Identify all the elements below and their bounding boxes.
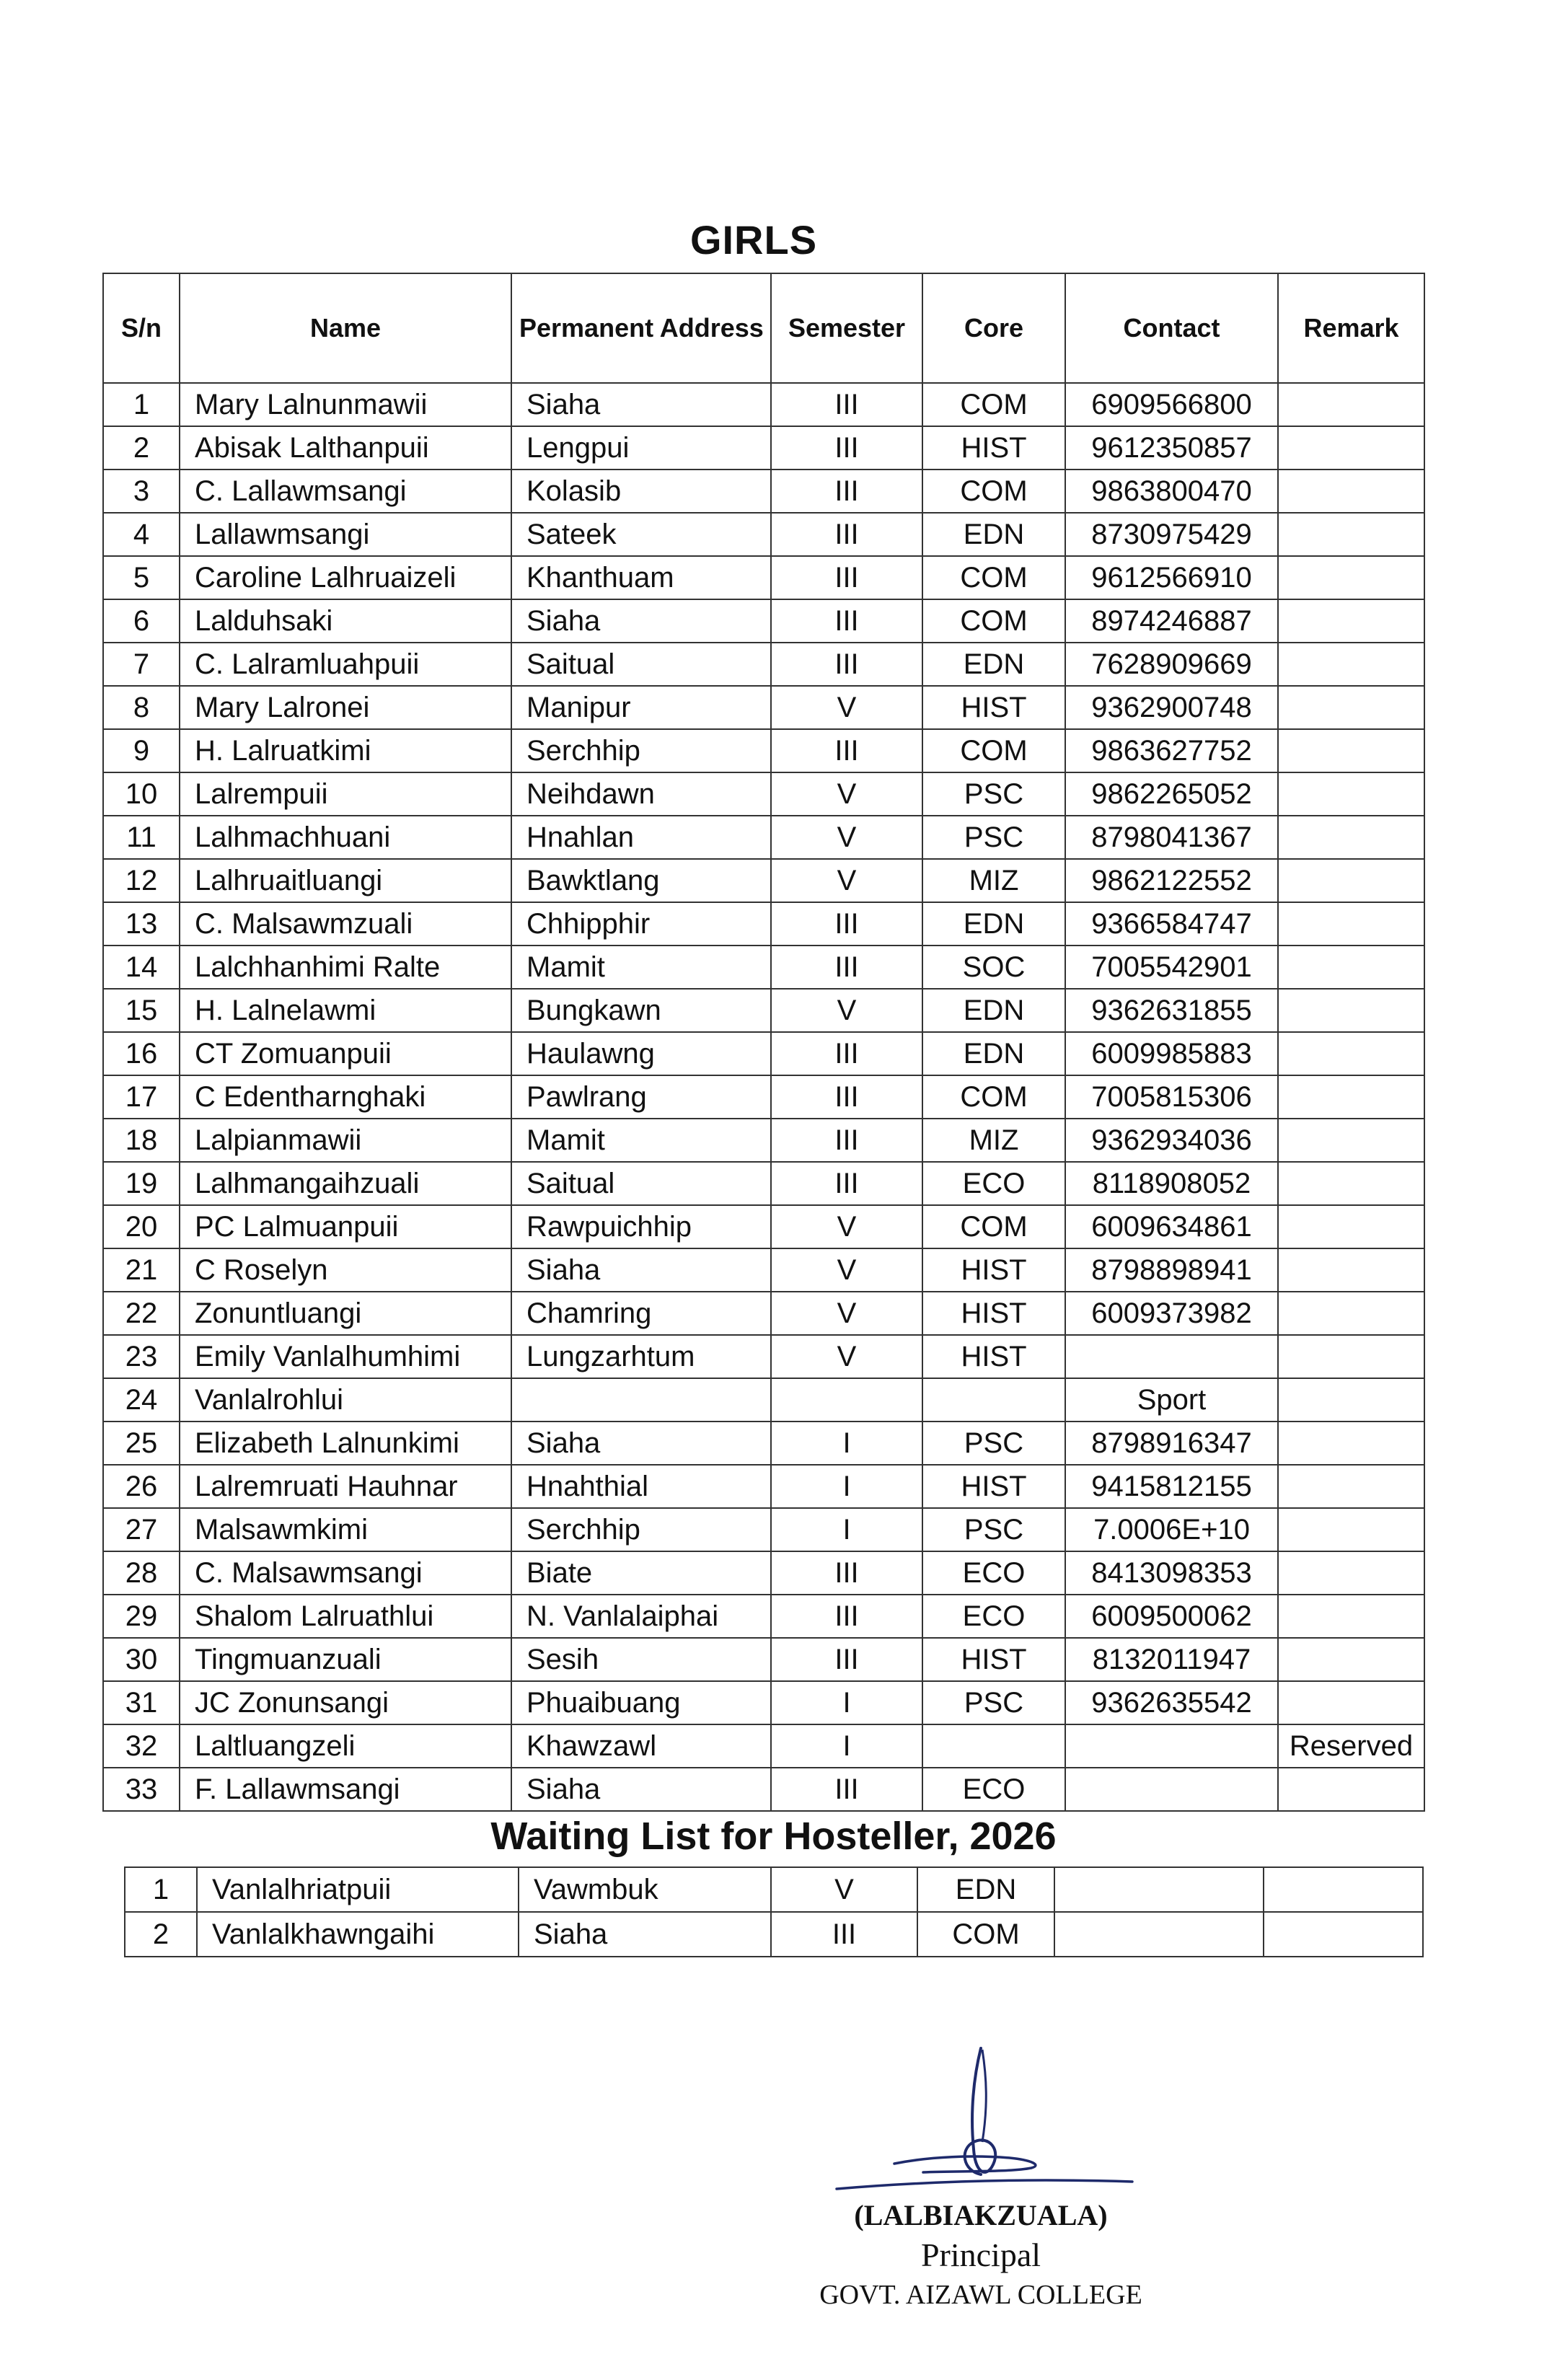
table-row <box>103 513 1424 556</box>
cell-core: COM <box>917 1912 1054 1957</box>
cell-sn: 16 <box>103 1032 180 1075</box>
header-remark: Remark <box>1278 273 1424 383</box>
table-row <box>103 1595 1424 1638</box>
cell-sn: 1 <box>103 383 180 426</box>
table-row <box>103 426 1424 470</box>
cell-sn: 17 <box>103 1075 180 1119</box>
waiting-list-body <box>125 1867 1423 1957</box>
cell-name: Shalom Lalruathlui <box>180 1595 511 1638</box>
cell-core <box>922 1378 1065 1422</box>
header-semester: Semester <box>771 273 922 383</box>
cell-sn: 23 <box>103 1335 180 1378</box>
cell-core: COM <box>922 729 1065 772</box>
cell-name: Lalremruati Hauhnar <box>180 1465 511 1508</box>
cell-name: Lalduhsaki <box>180 599 511 643</box>
table-row <box>103 1551 1424 1595</box>
cell-address: Pawlrang <box>511 1075 771 1119</box>
cell-address: Siaha <box>511 599 771 643</box>
cell-address: Phuaibuang <box>511 1681 771 1724</box>
cell-contact: 9863627752 <box>1065 729 1278 772</box>
cell-semester: III <box>771 1119 922 1162</box>
cell-sn: 26 <box>103 1465 180 1508</box>
cell-core: ECO <box>922 1595 1065 1638</box>
cell-name: Lalrempuii <box>180 772 511 816</box>
cell-name: Vanlalrohlui <box>180 1378 511 1422</box>
cell-sn: 32 <box>103 1724 180 1768</box>
cell-address: Khawzawl <box>511 1724 771 1768</box>
cell-remark: Reserved <box>1278 1724 1424 1768</box>
cell-sn: 21 <box>103 1248 180 1292</box>
cell-core: EDN <box>922 1032 1065 1075</box>
cell-remark <box>1278 1032 1424 1075</box>
cell-contact: Sport <box>1065 1378 1278 1422</box>
table-row <box>103 1292 1424 1335</box>
cell-sn: 20 <box>103 1205 180 1248</box>
cell-contact: 7.0006E+10 <box>1065 1508 1278 1551</box>
cell-sn: 1 <box>125 1867 197 1912</box>
cell-core: HIST <box>922 686 1065 729</box>
cell-contact: 8132011947 <box>1065 1638 1278 1681</box>
table-row <box>103 1681 1424 1724</box>
signatory-name: (LALBIAKZUALA) <box>854 2199 1108 2231</box>
cell-contact: 8413098353 <box>1065 1551 1278 1595</box>
cell-core: EDN <box>922 643 1065 686</box>
cell-semester: III <box>771 1075 922 1119</box>
cell-semester: III <box>771 599 922 643</box>
cell-address: Kolasib <box>511 470 771 513</box>
cell-core: EDN <box>917 1867 1054 1912</box>
cell-contact: 6009373982 <box>1065 1292 1278 1335</box>
cell-remark <box>1278 859 1424 902</box>
cell-sn: 10 <box>103 772 180 816</box>
cell-sn: 5 <box>103 556 180 599</box>
cell-core: ECO <box>922 1551 1065 1595</box>
cell-sn: 18 <box>103 1119 180 1162</box>
cell-name: Lalchhanhimi Ralte <box>180 946 511 989</box>
cell-name: Mary Lalronei <box>180 686 511 729</box>
cell-address: Bungkawn <box>511 989 771 1032</box>
cell-sn: 22 <box>103 1292 180 1335</box>
cell-address: Haulawng <box>511 1032 771 1075</box>
cell-sn: 13 <box>103 902 180 946</box>
cell-address: Saitual <box>511 643 771 686</box>
cell-core: PSC <box>922 1422 1065 1465</box>
table-row <box>103 643 1424 686</box>
cell-address: Mamit <box>511 1119 771 1162</box>
cell-sn: 8 <box>103 686 180 729</box>
cell-semester: V <box>771 989 922 1032</box>
cell-name: Lallawmsangi <box>180 513 511 556</box>
cell-remark <box>1278 902 1424 946</box>
cell-semester: I <box>771 1508 922 1551</box>
cell-semester: I <box>771 1724 922 1768</box>
cell-address: Serchhip <box>511 729 771 772</box>
girls-table-body <box>103 383 1424 1811</box>
cell-name: Lalpianmawii <box>180 1119 511 1162</box>
table-row <box>103 1724 1424 1768</box>
waiting-list-title: Waiting List for Hosteller, 2026 <box>490 1815 1057 1858</box>
cell-remark <box>1278 729 1424 772</box>
cell-semester: V <box>771 1205 922 1248</box>
cell-contact: 7628909669 <box>1065 643 1278 686</box>
cell-address: Hnahlan <box>511 816 771 859</box>
table-row <box>103 686 1424 729</box>
cell-core: ECO <box>922 1768 1065 1811</box>
cell-remark <box>1278 470 1424 513</box>
cell-semester: III <box>771 946 922 989</box>
cell-name: Lalhruaitluangi <box>180 859 511 902</box>
cell-semester: III <box>771 426 922 470</box>
cell-name: CT Zomuanpuii <box>180 1032 511 1075</box>
cell-contact: 8798916347 <box>1065 1422 1278 1465</box>
cell-semester: III <box>771 513 922 556</box>
cell-semester: V <box>771 1867 917 1912</box>
cell-address: Bawktlang <box>511 859 771 902</box>
cell-contact: 8798041367 <box>1065 816 1278 859</box>
cell-contact: 9362934036 <box>1065 1119 1278 1162</box>
cell-remark <box>1278 1248 1424 1292</box>
cell-name: C Roselyn <box>180 1248 511 1292</box>
table-row <box>103 1248 1424 1292</box>
cell-contact: 9362635542 <box>1065 1681 1278 1724</box>
cell-remark <box>1278 1681 1424 1724</box>
cell-core: EDN <box>922 989 1065 1032</box>
cell-remark <box>1278 643 1424 686</box>
cell-core: MIZ <box>922 859 1065 902</box>
cell-semester: III <box>771 902 922 946</box>
cell-name: F. Lallawmsangi <box>180 1768 511 1811</box>
cell-address: Chamring <box>511 1292 771 1335</box>
cell-semester: III <box>771 1768 922 1811</box>
cell-core: HIST <box>922 1248 1065 1292</box>
cell-contact: 9863800470 <box>1065 470 1278 513</box>
cell-sn: 15 <box>103 989 180 1032</box>
cell-core: COM <box>922 383 1065 426</box>
cell-semester: I <box>771 1681 922 1724</box>
cell-sn: 24 <box>103 1378 180 1422</box>
cell-sn: 25 <box>103 1422 180 1465</box>
waiting-list-table <box>124 1866 1424 1957</box>
cell-semester: III <box>771 1638 922 1681</box>
cell-address: Hnahthial <box>511 1465 771 1508</box>
cell-semester: I <box>771 1422 922 1465</box>
cell-semester: V <box>771 772 922 816</box>
cell-contact: 9415812155 <box>1065 1465 1278 1508</box>
cell-semester: V <box>771 1292 922 1335</box>
cell-contact: 8798898941 <box>1065 1248 1278 1292</box>
cell-remark <box>1278 686 1424 729</box>
table-row <box>103 1422 1424 1465</box>
table-row <box>125 1912 1423 1957</box>
cell-contact: 8730975429 <box>1065 513 1278 556</box>
cell-name: JC Zonunsangi <box>180 1681 511 1724</box>
table-row <box>103 772 1424 816</box>
cell-semester: III <box>771 1912 917 1957</box>
cell-address <box>511 1378 771 1422</box>
page-title: GIRLS <box>689 217 818 263</box>
cell-semester: III <box>771 556 922 599</box>
table-row <box>103 599 1424 643</box>
cell-semester: V <box>771 1248 922 1292</box>
cell-contact <box>1065 1724 1278 1768</box>
cell-contact <box>1054 1912 1264 1957</box>
cell-name: C. Malsawmsangi <box>180 1551 511 1595</box>
table-row <box>103 1638 1424 1681</box>
cell-remark <box>1278 1119 1424 1162</box>
cell-core: SOC <box>922 946 1065 989</box>
cell-remark <box>1264 1912 1423 1957</box>
cell-core: PSC <box>922 1508 1065 1551</box>
cell-core: HIST <box>922 1638 1065 1681</box>
cell-core: EDN <box>922 513 1065 556</box>
cell-address: Serchhip <box>511 1508 771 1551</box>
cell-name: H. Lalnelawmi <box>180 989 511 1032</box>
cell-core: HIST <box>922 1335 1065 1378</box>
cell-name: Laltluangzeli <box>180 1724 511 1768</box>
cell-remark <box>1278 513 1424 556</box>
cell-name: Malsawmkimi <box>180 1508 511 1551</box>
cell-address: Siaha <box>519 1912 771 1957</box>
cell-semester: V <box>771 816 922 859</box>
cell-remark <box>1278 1768 1424 1811</box>
cell-contact: 7005542901 <box>1065 946 1278 989</box>
cell-sn: 31 <box>103 1681 180 1724</box>
table-row <box>125 1867 1423 1912</box>
cell-remark <box>1278 989 1424 1032</box>
table-row <box>103 902 1424 946</box>
cell-sn: 30 <box>103 1638 180 1681</box>
cell-address: Siaha <box>511 1422 771 1465</box>
cell-core: PSC <box>922 772 1065 816</box>
table-row <box>103 1205 1424 1248</box>
cell-core: COM <box>922 1205 1065 1248</box>
table-row <box>103 1335 1424 1378</box>
table-row <box>103 946 1424 989</box>
cell-remark <box>1278 1292 1424 1335</box>
cell-sn: 6 <box>103 599 180 643</box>
girls-table <box>102 273 1425 1812</box>
cell-name: Abisak Lalthanpuii <box>180 426 511 470</box>
cell-remark <box>1278 1465 1424 1508</box>
signature-icon <box>793 2034 1168 2207</box>
cell-name: H. Lalruatkimi <box>180 729 511 772</box>
table-row <box>103 1032 1424 1075</box>
cell-address: Sateek <box>511 513 771 556</box>
cell-name: Vanlalhriatpuii <box>197 1867 519 1912</box>
cell-address: Rawpuichhip <box>511 1205 771 1248</box>
cell-sn: 33 <box>103 1768 180 1811</box>
cell-core <box>922 1724 1065 1768</box>
cell-contact: 6009985883 <box>1065 1032 1278 1075</box>
cell-contact: 6909566800 <box>1065 383 1278 426</box>
cell-name: Elizabeth Lalnunkimi <box>180 1422 511 1465</box>
cell-remark <box>1278 1162 1424 1205</box>
table-row <box>103 1119 1424 1162</box>
cell-name: PC Lalmuanpuii <box>180 1205 511 1248</box>
cell-core: EDN <box>922 902 1065 946</box>
cell-address: Siaha <box>511 1768 771 1811</box>
cell-contact: 7005815306 <box>1065 1075 1278 1119</box>
cell-name: Zonuntluangi <box>180 1292 511 1335</box>
cell-remark <box>1278 1378 1424 1422</box>
cell-sn: 28 <box>103 1551 180 1595</box>
cell-semester: III <box>771 1551 922 1595</box>
cell-semester: III <box>771 643 922 686</box>
cell-address: Biate <box>511 1551 771 1595</box>
cell-address: Khanthuam <box>511 556 771 599</box>
cell-sn: 9 <box>103 729 180 772</box>
header-sn: S/n <box>103 273 180 383</box>
table-header-row <box>103 273 1424 383</box>
cell-remark <box>1278 1075 1424 1119</box>
header-name: Name <box>180 273 511 383</box>
cell-sn: 11 <box>103 816 180 859</box>
cell-sn: 7 <box>103 643 180 686</box>
cell-core: PSC <box>922 1681 1065 1724</box>
cell-semester: III <box>771 1162 922 1205</box>
cell-contact: 9366584747 <box>1065 902 1278 946</box>
table-row <box>103 556 1424 599</box>
cell-sn: 2 <box>103 426 180 470</box>
cell-name: Emily Vanlalhumhimi <box>180 1335 511 1378</box>
cell-contact: 9612350857 <box>1065 426 1278 470</box>
cell-remark <box>1278 772 1424 816</box>
cell-address: Manipur <box>511 686 771 729</box>
table-row <box>103 383 1424 426</box>
cell-address: Chhipphir <box>511 902 771 946</box>
cell-core: HIST <box>922 1465 1065 1508</box>
cell-sn: 19 <box>103 1162 180 1205</box>
cell-remark <box>1278 1638 1424 1681</box>
cell-remark <box>1264 1867 1423 1912</box>
cell-contact <box>1065 1335 1278 1378</box>
cell-sn: 4 <box>103 513 180 556</box>
cell-sn: 12 <box>103 859 180 902</box>
cell-semester: V <box>771 859 922 902</box>
cell-contact: 9612566910 <box>1065 556 1278 599</box>
cell-address: Vawmbuk <box>519 1867 771 1912</box>
cell-contact: 9862122552 <box>1065 859 1278 902</box>
cell-name: C. Lalramluahpuii <box>180 643 511 686</box>
cell-address: Saitual <box>511 1162 771 1205</box>
table-row <box>103 1378 1424 1422</box>
cell-contact: 9862265052 <box>1065 772 1278 816</box>
cell-remark <box>1278 1508 1424 1551</box>
cell-name: C. Lallawmsangi <box>180 470 511 513</box>
cell-contact: 8118908052 <box>1065 1162 1278 1205</box>
cell-contact <box>1065 1768 1278 1811</box>
cell-contact: 8974246887 <box>1065 599 1278 643</box>
cell-contact: 6009500062 <box>1065 1595 1278 1638</box>
signatory-designation: Principal <box>920 2236 1041 2273</box>
cell-address: Neihdawn <box>511 772 771 816</box>
cell-contact: 9362631855 <box>1065 989 1278 1032</box>
cell-remark <box>1278 383 1424 426</box>
cell-remark <box>1278 1551 1424 1595</box>
cell-sn: 2 <box>125 1912 197 1957</box>
cell-address: Mamit <box>511 946 771 989</box>
cell-name: Vanlalkhawngaihi <box>197 1912 519 1957</box>
cell-semester: V <box>771 1335 922 1378</box>
header-address: Permanent Address <box>511 273 771 383</box>
table-row <box>103 1075 1424 1119</box>
signatory-institution: GOVT. AIZAWL COLLEGE <box>819 2280 1142 2310</box>
cell-core: PSC <box>922 816 1065 859</box>
cell-name: Lalhmangaihzuali <box>180 1162 511 1205</box>
header-contact: Contact <box>1065 273 1278 383</box>
table-row <box>103 816 1424 859</box>
cell-address: Sesih <box>511 1638 771 1681</box>
table-row <box>103 1465 1424 1508</box>
cell-remark <box>1278 1595 1424 1638</box>
cell-semester: III <box>771 1595 922 1638</box>
cell-remark <box>1278 1335 1424 1378</box>
cell-name: Lalhmachhuani <box>180 816 511 859</box>
cell-semester: III <box>771 470 922 513</box>
cell-name: Caroline Lalhruaizeli <box>180 556 511 599</box>
cell-semester: III <box>771 1032 922 1075</box>
cell-address: Lengpui <box>511 426 771 470</box>
cell-remark <box>1278 426 1424 470</box>
table-row <box>103 1508 1424 1551</box>
cell-name: Mary Lalnunmawii <box>180 383 511 426</box>
cell-address: N. Vanlalaiphai <box>511 1595 771 1638</box>
cell-core: COM <box>922 470 1065 513</box>
cell-contact: 6009634861 <box>1065 1205 1278 1248</box>
cell-semester: III <box>771 729 922 772</box>
cell-address: Siaha <box>511 1248 771 1292</box>
cell-contact <box>1054 1867 1264 1912</box>
cell-remark <box>1278 946 1424 989</box>
cell-semester: V <box>771 686 922 729</box>
cell-core: HIST <box>922 426 1065 470</box>
table-row <box>103 470 1424 513</box>
cell-semester <box>771 1378 922 1422</box>
cell-address: Lungzarhtum <box>511 1335 771 1378</box>
table-row <box>103 1162 1424 1205</box>
cell-remark <box>1278 556 1424 599</box>
cell-sn: 14 <box>103 946 180 989</box>
cell-address: Siaha <box>511 383 771 426</box>
cell-sn: 27 <box>103 1508 180 1551</box>
cell-core: ECO <box>922 1162 1065 1205</box>
cell-name: Tingmuanzuali <box>180 1638 511 1681</box>
cell-contact: 9362900748 <box>1065 686 1278 729</box>
cell-remark <box>1278 816 1424 859</box>
cell-remark <box>1278 1422 1424 1465</box>
table-row <box>103 989 1424 1032</box>
cell-name: C Edentharnghaki <box>180 1075 511 1119</box>
cell-semester: III <box>771 383 922 426</box>
header-core: Core <box>922 273 1065 383</box>
table-row <box>103 729 1424 772</box>
cell-core: HIST <box>922 1292 1065 1335</box>
table-row <box>103 859 1424 902</box>
cell-remark <box>1278 599 1424 643</box>
cell-sn: 29 <box>103 1595 180 1638</box>
cell-name: C. Malsawmzuali <box>180 902 511 946</box>
cell-remark <box>1278 1205 1424 1248</box>
cell-core: COM <box>922 556 1065 599</box>
cell-core: COM <box>922 599 1065 643</box>
cell-core: MIZ <box>922 1119 1065 1162</box>
cell-sn: 3 <box>103 470 180 513</box>
cell-semester: I <box>771 1465 922 1508</box>
cell-core: COM <box>922 1075 1065 1119</box>
table-row <box>103 1768 1424 1811</box>
